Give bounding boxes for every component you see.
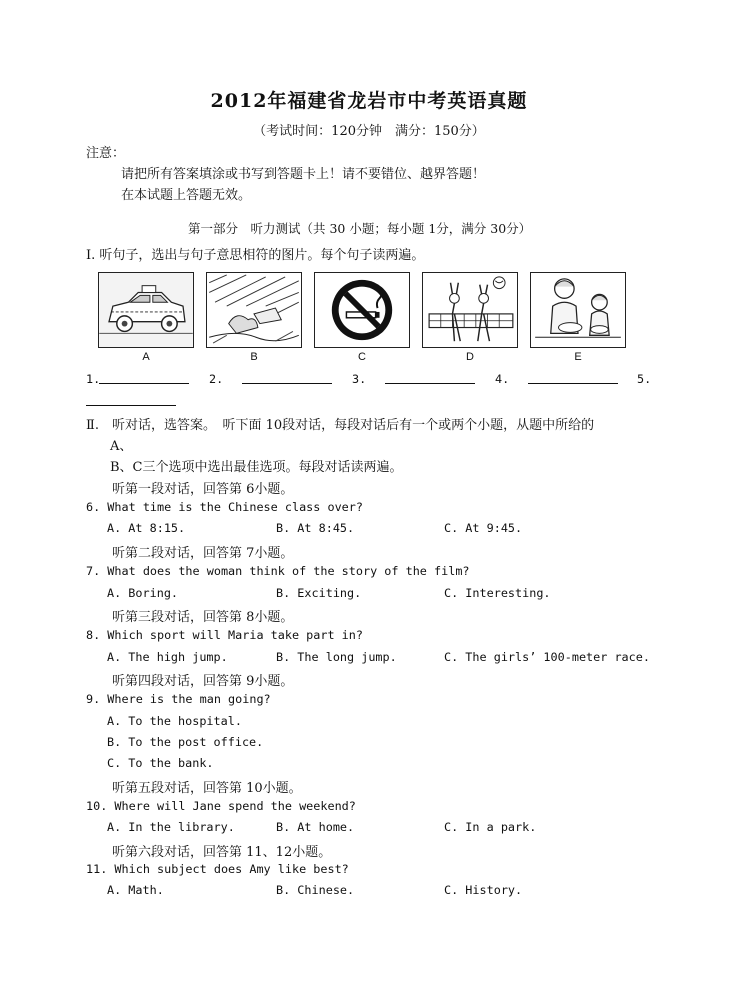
picture-label-d: D (466, 351, 474, 363)
question-9-option-b: B. To the post office. (107, 735, 264, 749)
dialogue-3-note: 听第三段对话，回答第 8小题。 (112, 610, 294, 625)
question-11-option-a: A. Math. (107, 883, 164, 897)
volleyball-icon (423, 273, 517, 347)
answer-blank-1[interactable] (99, 383, 189, 384)
question-8-option-a: A. The high jump. (107, 650, 228, 664)
question-6-option-b: B. At 8:45. (276, 521, 355, 535)
question-9-option-c: C. To the bank. (107, 756, 214, 770)
question-8-option-c: C. The girls’ 100-meter race. (444, 650, 650, 664)
section-one-instruction: Ⅰ. 听句子，选出与句子意思相符的图片。每个句子读两遍。 (86, 248, 425, 263)
picture-e-cooking (530, 272, 626, 348)
question-8-stem: 8. Which sport will Maria take part in? (86, 628, 363, 642)
section-two-instruction-cont: A、 (110, 439, 133, 454)
section-two-instruction-line3: B、C三个选项中选出最佳选项。每段对话读两遍。 (110, 460, 403, 475)
answer-number-1: 1. (86, 372, 101, 386)
question-7-option-c: C. Interesting. (444, 586, 551, 600)
dialogue-5-note: 听第五段对话，回答第 10小题。 (112, 781, 302, 796)
question-10-option-b: B. At home. (276, 820, 355, 834)
dialogue-1-note: 听第一段对话，回答第 6小题。 (112, 482, 294, 497)
picture-d-volleyball (422, 272, 518, 348)
picture-c-no-smoking (314, 272, 410, 348)
answer-number-5: 5. (637, 372, 652, 386)
question-6-stem: 6. What time is the Chinese class over? (86, 500, 363, 514)
question-10-option-c: C. In a park. (444, 820, 537, 834)
question-9-stem: 9. Where is the man going? (86, 692, 271, 706)
question-10-option-a: A. In the library. (107, 820, 235, 834)
no-smoking-icon (315, 273, 409, 347)
picture-a-taxi (98, 272, 194, 348)
answer-blank-5[interactable] (86, 405, 176, 406)
picture-b-storm (206, 272, 302, 348)
question-7-option-b: B. Exciting. (276, 586, 362, 600)
answer-number-4: 4. (495, 372, 510, 386)
dialogue-2-note: 听第二段对话，回答第 7小题。 (112, 546, 294, 561)
storm-icon (207, 273, 301, 347)
question-11-option-c: C. History. (444, 883, 523, 897)
dialogue-4-note: 听第四段对话，回答第 9小题。 (112, 674, 294, 689)
exam-time-info: （考试时间：120分钟 满分：150分） (253, 124, 485, 139)
section-two-instruction: Ⅱ. 听对话，选答案。 听下面 10段对话，每段对话后有一个或两个小题，从题中所给的 (86, 418, 595, 433)
dialogue-6-note: 听第六段对话，回答第 11、12小题。 (112, 845, 332, 860)
picture-label-e: E (574, 351, 582, 363)
page-title: 2012年福建省龙岩市中考英语真题 (210, 90, 528, 112)
question-6-option-a: A. At 8:15. (107, 521, 186, 535)
notice-line-1: 请把所有答案填涂或书写到答题卡上！请不要错位、越界答题！ (121, 167, 486, 182)
question-8-option-b: B. The long jump. (276, 650, 397, 664)
question-7-option-a: A. Boring. (107, 586, 179, 600)
question-9-option-a: A. To the hospital. (107, 714, 242, 728)
answer-number-3: 3. (352, 372, 367, 386)
notice-line-2: 在本试题上答题无效。 (121, 188, 252, 203)
picture-label-b: B (250, 351, 258, 363)
notice-label: 注意： (86, 146, 126, 161)
answer-blank-3[interactable] (385, 383, 475, 384)
question-6-option-c: C. At 9:45. (444, 521, 523, 535)
question-11-stem: 11. Which subject does Amy like best? (86, 862, 349, 876)
answer-blank-2[interactable] (242, 383, 332, 384)
mother-and-child-cooking-icon (531, 273, 625, 347)
answer-number-2: 2. (209, 372, 224, 386)
question-10-stem: 10. Where will Jane spend the weekend? (86, 799, 356, 813)
picture-label-c: C (358, 351, 366, 363)
question-11-option-b: B. Chinese. (276, 883, 355, 897)
taxi-icon (99, 273, 193, 347)
part-one-heading: 第一部分 听力测试（共 30 小题；每小题 1分，满分 30分） (188, 221, 532, 236)
question-7-stem: 7. What does the woman think of the story of the film? (86, 564, 470, 578)
answer-blank-4[interactable] (528, 383, 618, 384)
picture-label-a: A (142, 351, 150, 363)
